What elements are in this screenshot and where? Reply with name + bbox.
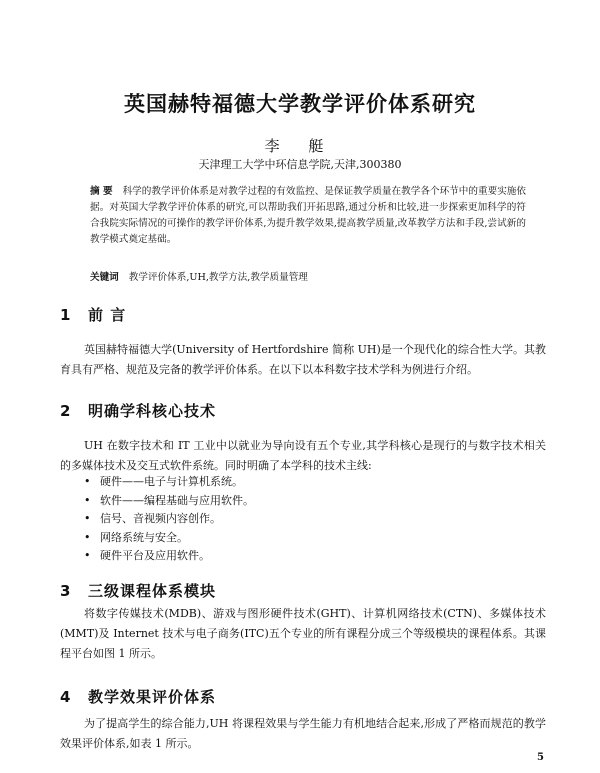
section-number: 4 [60,688,71,706]
section-title: 教学效果评价体系 [88,688,217,706]
keywords [90,270,526,286]
section-heading-1 [60,304,540,325]
list-item: • 软件——编程基础与应用软件。 [84,492,504,511]
list-item: • 信号、音视频内容创作。 [84,510,504,529]
keywords-label: 关键词 [90,272,119,283]
section-paragraph-1: 英国赫特福德大学(University of Hertfordshire 简称 UH)是一个现代化的综合性大学。其教育具有严格、规范及完备的教学评价体系。在以下以本科数字技术学科为例进行介绍。 [60,343,546,376]
author-affiliation: 天津理工大学中环信息学院,天津,300380 [198,158,402,171]
keywords-text: 教学评价体系,UH,教学方法,教学质量管理 [128,272,308,283]
section-heading-4 [60,686,540,707]
section-paragraph-4: 为了提高学生的综合能力,UH 将课程效果与学生能力有机地结合起来,形成了严格而规范的教学效果评价体系,如表 1 所示。 [60,717,546,750]
section-title: 明确学科核心技术 [88,402,217,420]
list-item: • 硬件——电子与计算机系统。 [84,473,504,492]
technology-list [84,473,504,566]
abstract [90,184,526,248]
section-number: 3 [60,582,71,600]
author-name: 李 艇 [264,137,336,155]
section-paragraph-2: UH 在数字技术和 IT 工业中以就业为导向设有五个专业,其学科核心是现行的与数字技术相关的多媒体技术及交互式软件系统。同时明确了本学科的技术主线: [60,439,546,472]
list-item: • 硬件平台及应用软件。 [84,547,504,566]
abstract-label: 摘 要 [90,186,113,197]
section-paragraph-3: 将数字传媒技术(MDB)、游戏与图形硬件技术(GHT)、计算机网络技术(CTN)、多媒体技术(MMT)及 Internet 技术与电子商务(ITC)五个专业的所有课程分成三个等级模块的课程体系。其课程平台如图 1 所示。 [60,607,546,660]
list-item: • 网络系统与安全。 [84,529,504,548]
abstract-text: 科学的教学评价体系是对教学过程的有效监控、是保证教学质量在教学各个环节中的重要实施依据。对英国大学教学评价体系的研究,可以帮助我们开拓思路,通过分析和比较,进一步探索更加科学的符合我院实际情况的可操作的教学评价体系,为提升教学效果,提高教学质量,改革教学方法和手段,尝试新的教学模式奠定基础。 [90,186,527,245]
section-title: 前 言 [88,306,127,324]
section-heading-3 [60,580,540,601]
section-heading-2 [60,400,540,421]
page-number: 5 [537,752,544,763]
section-number: 1 [60,306,71,324]
section-number: 2 [60,402,71,420]
paper-title: 英国赫特福德大学教学评价体系研究 [124,92,476,116]
section-title: 三级课程体系模块 [88,582,217,600]
